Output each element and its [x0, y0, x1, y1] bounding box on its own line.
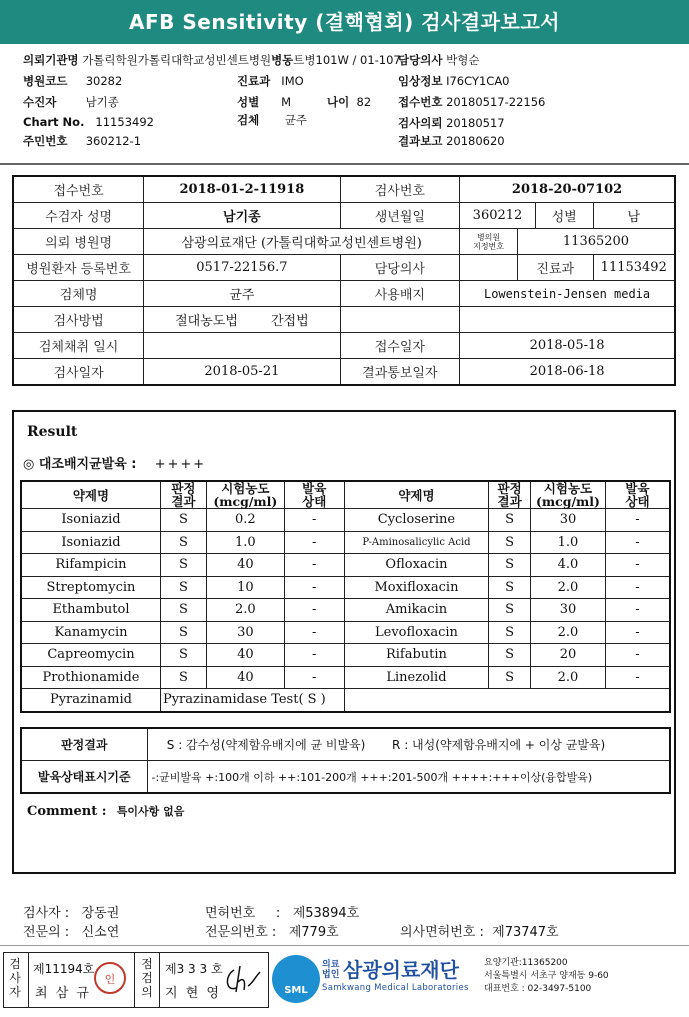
sex-field: 성별 M [237, 95, 292, 109]
info-table [12, 175, 676, 386]
reg-no-label: 병원환자 등록번호 [13, 255, 144, 281]
signature-icon [222, 962, 262, 996]
pza-row [21, 689, 670, 712]
hospital-value: 삼광의료재단 (가톨릭대학교성빈센트병원) [144, 229, 460, 255]
drug-row: Prothionamide S 40 - Linezolid S 2.0 - [21, 666, 670, 689]
drug-row: Isoniazid S 0.2 - Cycloserine S 30 - [21, 509, 670, 532]
hospital-label: 의뢰 병원명 [13, 229, 144, 255]
collection-value [144, 333, 340, 359]
footer-divider [0, 945, 689, 946]
tester-no: 제11194호 [33, 962, 95, 976]
col-judge-2: 판정 결과 [489, 481, 531, 509]
pza-label: Pyrazinamid [21, 689, 160, 712]
pza-value: Pyrazinamidase Test( S ) [160, 689, 344, 712]
designation-label: 병의원 지정번호 [460, 229, 518, 255]
patient-field: 수진자 남기종 [23, 95, 119, 109]
clinical-field: 임상정보 I76CY1CA0 [398, 74, 510, 88]
test-date-label: 검사일자 [13, 359, 144, 386]
judge-legend-label: 판정결과 [21, 728, 147, 761]
drug-table [20, 480, 671, 713]
request-field: 검사의뢰 20180517 [398, 116, 505, 130]
notify-date-value: 2018-06-18 [460, 359, 675, 386]
logo-corp-tag: 의료 법인 [322, 960, 340, 980]
media-value: Lowenstein-Jensen media [460, 281, 675, 307]
col-drug-2: 약제명 [344, 481, 489, 509]
received-value: 2018-05-18 [460, 333, 675, 359]
comment: Comment : 특이사항 없음 [27, 804, 185, 819]
receipt-no-value: 2018-01-2-11918 [144, 176, 340, 203]
notify-date-label: 결과통보일자 [340, 359, 460, 386]
col-judge-1: 판정 결과 [160, 481, 206, 509]
hospital-line: 의뢰기관명 가톨릭학원가톨릭대학교성빈센트병원병동트병101W / 01-107 [23, 53, 401, 67]
specimen-value: 균주 [144, 281, 340, 307]
id-field: 주민번호 360212-1 [23, 134, 142, 148]
pza-empty [344, 689, 670, 712]
test-no-label: 검사번호 [340, 176, 460, 203]
examiner-name: 지 현 영 [165, 986, 221, 1001]
doctor-label: 담당의사 [340, 255, 460, 281]
dept-value: 11153492 [593, 255, 675, 281]
sex-value: 남 [593, 203, 675, 229]
examiner-vertical-label: 점 검 의 [141, 957, 153, 999]
age-field: 나이 82 [327, 95, 372, 109]
control-growth: ◎ 대조배지균발육 : ++++ [23, 457, 207, 472]
name-label: 수검자 성명 [13, 203, 144, 229]
received-label: 접수일자 [340, 333, 460, 359]
specimen-field: 검체 균주 [237, 113, 308, 127]
collection-label: 검체채취 일시 [13, 333, 144, 359]
dept-field: 진료과 IMO [237, 74, 304, 88]
tester-line: 검사자 : 장동권 [23, 906, 120, 921]
method-value: 절대농도법 간접법 [144, 307, 340, 333]
approval-divider-1 [28, 952, 29, 1007]
approval-divider-3 [159, 952, 160, 1007]
doctor-value [460, 255, 518, 281]
result-heading: Result [27, 424, 78, 440]
legend-table [20, 727, 671, 794]
growth-legend-value: -:균비발육 +:100개 이하 ++:101-200개 +++:201-500개 ++++:+++이상(융합발육) [147, 761, 670, 794]
code-field: 병원코드 30282 [23, 74, 123, 88]
growth-legend-label: 발육상태표시기준 [21, 761, 147, 794]
approval-divider-2 [134, 952, 135, 1007]
receipt-no-label: 접수번호 [13, 176, 144, 203]
method-label: 검사방법 [13, 307, 144, 333]
license-line: 면허번호 : 제53894호 [205, 906, 360, 921]
judge-legend-value: S : 감수성(약제함유배지에 균 비발육) R : 내성(약제함유배지에 + 이상 균발육) [147, 728, 670, 761]
drug-row: Kanamycin S 30 - Levofloxacin S 2.0 - [21, 621, 670, 644]
specimen-label: 검체명 [13, 281, 144, 307]
test-no-value: 2018-20-07102 [460, 176, 675, 203]
drug-row: Capreomycin S 40 - Rifabutin S 20 - [21, 644, 670, 667]
col-growth-2: 발육 상태 [605, 481, 670, 509]
test-date-value: 2018-05-21 [144, 359, 340, 386]
drug-row: Streptomycin S 10 - Moxifloxacin S 2.0 - [21, 576, 670, 599]
specialist-line: 전문의 : 신소연 [23, 925, 120, 940]
drug-row: Ethambutol S 2.0 - Amikacin S 30 - [21, 599, 670, 622]
method-empty [340, 307, 460, 333]
tester-vertical-label: 검 사 자 [9, 957, 21, 999]
footer-address: 요양기관:11365200 서울특별시 서초구 양재동 9-60 대표번호 : 02-3497-5100 [484, 958, 609, 994]
logo-subtitle: Samkwang Medical Laboratories [322, 983, 469, 993]
examiner-no: 제3 3 3 호 [165, 962, 223, 976]
name-value: 남기종 [144, 203, 340, 229]
sml-logo-icon: SML [272, 955, 320, 1003]
designation-value: 11365200 [517, 229, 675, 255]
birth-value: 360212 [460, 203, 536, 229]
sex-label: 성별 [535, 203, 593, 229]
media-label: 사용배지 [340, 281, 460, 307]
logo-name: 삼광의료재단 [343, 958, 459, 982]
birth-label: 생년월일 [340, 203, 460, 229]
col-conc-2: 시험농도 (mcg/ml) [531, 481, 606, 509]
doctor-field: 담당의사 박형순 [398, 53, 480, 67]
report-date-field: 결과보고 20180620 [398, 134, 505, 148]
report-title: AFB Sensitivity (결핵협회) 검사결과보고서 [0, 0, 689, 44]
col-drug-1: 약제명 [21, 481, 160, 509]
reg-no-value: 0517-22156.7 [144, 255, 340, 281]
drug-row: Rifampicin S 40 - Ofloxacin S 4.0 - [21, 554, 670, 577]
chart-field: Chart No. 11153492 [23, 115, 154, 129]
spec-no-line: 전문의번호 : 제779호 [205, 925, 339, 940]
doc-license-line: 의사면허번호 : 제73747호 [400, 925, 559, 940]
dept-label: 진료과 [517, 255, 593, 281]
drug-row: Isoniazid S 1.0 - P-Aminosalicylic Acid S 1.0 - [21, 531, 670, 554]
seal-stamp: 인 [94, 962, 126, 994]
method-empty-2 [460, 307, 675, 333]
col-growth-1: 발육 상태 [284, 481, 344, 509]
tester-name: 최 삼 규 [35, 986, 91, 1001]
col-conc-1: 시험농도 (mcg/ml) [206, 481, 284, 509]
header-divider [0, 163, 689, 165]
receipt-field: 접수번호 20180517-22156 [398, 95, 546, 109]
